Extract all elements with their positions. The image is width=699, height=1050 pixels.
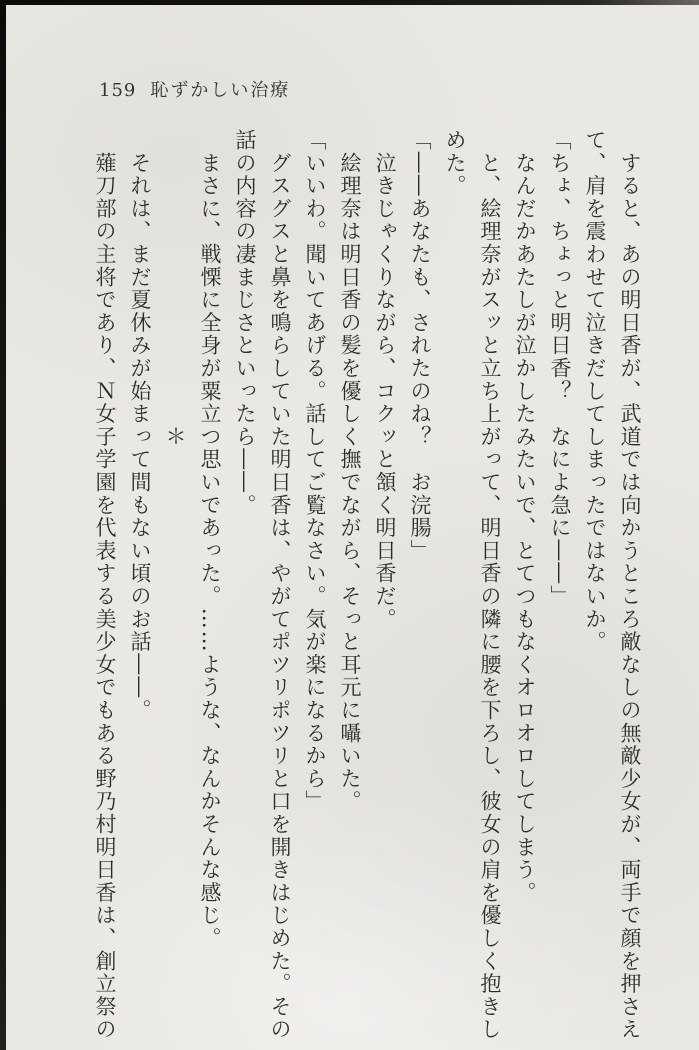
text-line: 泣きじゃくりながら、コクッと頷く明日香だ。 (373, 129, 397, 631)
text-line: グスグスと鼻を鳴らしていた明日香は、やがてポツリポツリと口を開きはじめた。その (268, 129, 292, 1041)
scan-edge-left (0, 0, 6, 1050)
page-number: 159 (99, 80, 137, 101)
text-line: なんだかあたしが泣かしたみたいで、とてつもなくオロオロしてしまう。 (513, 129, 537, 905)
text-line: 「ちょ、ちょっと明日香？ なによ急に――」 (548, 129, 572, 608)
scan-edge-top (0, 0, 699, 5)
text-line: 「いいわ。聞いてあげる。話してご覧なさい。気が楽になるから」 (303, 129, 327, 813)
running-title: 恥ずかしい治療 (150, 80, 291, 101)
text-line: 「――あなたも、されたのね？ お浣腸」 (408, 129, 432, 563)
body-text (81, 129, 647, 1041)
text-line: ＊ (163, 129, 187, 449)
text-line: て、肩を震わせて泣きだしてしまったではないか。 (583, 129, 607, 654)
text-line: 話の内容の凄まじさといったら――。 (233, 129, 257, 517)
text-line: まさに、戦慄に全身が粟立つ思いであった。……ような、なんかそんな感じ。 (198, 129, 222, 950)
text-line: それは、まだ夏休みが始まって間もない頃のお話――。 (128, 129, 152, 722)
text-line: すると、あの明日香が、武道では向かうところ敵なしの無敵少女が、両手で顔を押さえ (618, 129, 642, 1041)
text-line: 絵理奈は明日香の髪を優しく撫でながら、そっと耳元に囁いた。 (338, 129, 362, 813)
page-header (99, 76, 290, 102)
text-line: と、絵理奈がスッと立ち上がって、明日香の隣に腰を下ろし、彼女の肩を優しく抱きし (478, 129, 502, 1041)
text-line: 薙刀部の主将であり、Ｎ女子学園を代表する美少女でもある野乃村明日香は、創立祭の (93, 129, 117, 1041)
text-line: めた。 (443, 129, 467, 198)
